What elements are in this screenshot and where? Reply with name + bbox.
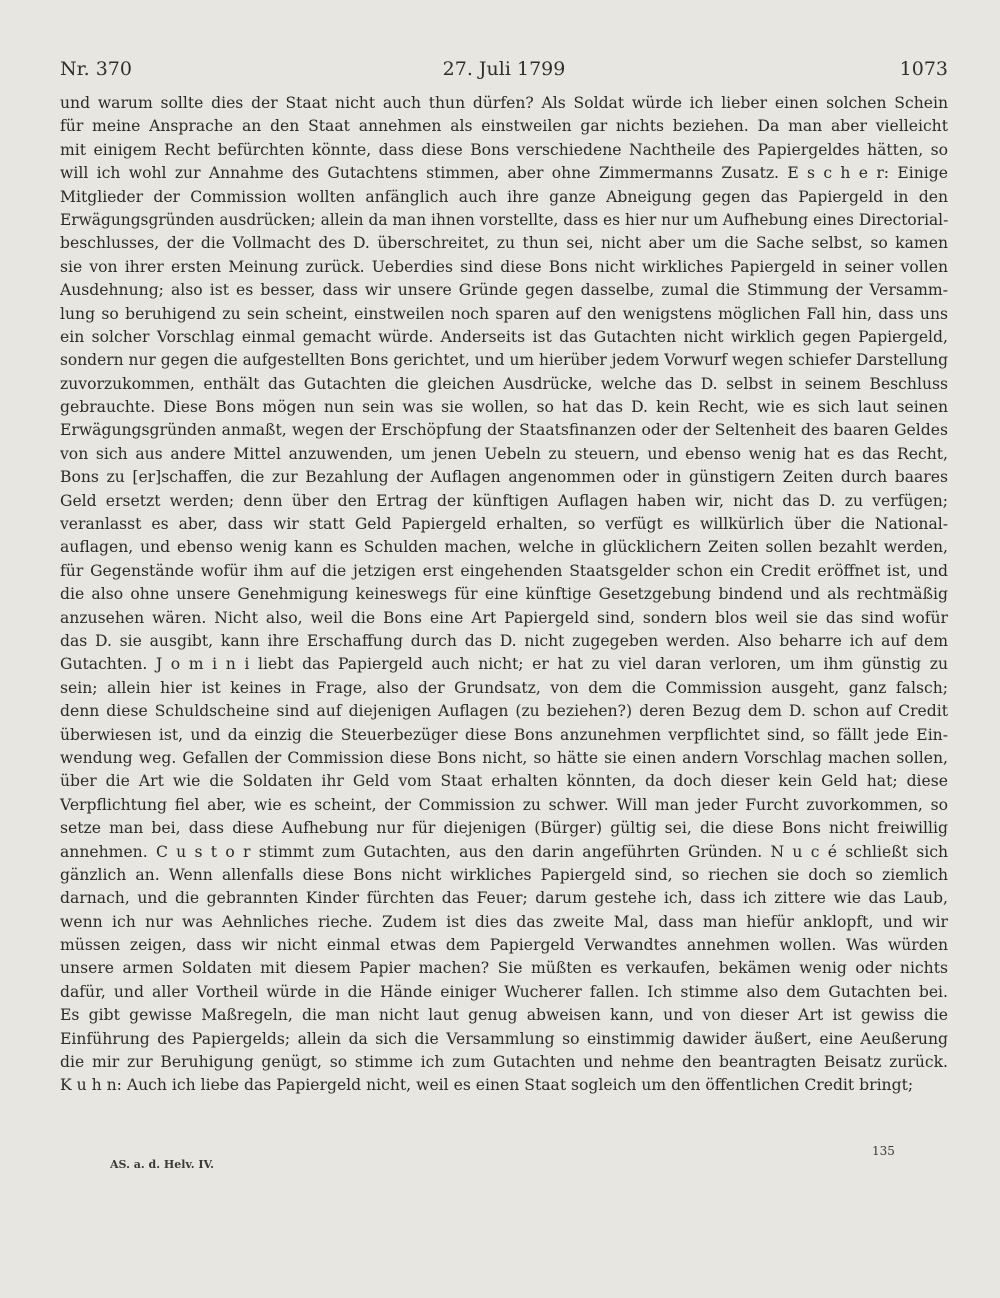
text-line: zuvorzukommen, enthält das Gutachten die gleichen Ausdrücke, welche das D. selbst in seinem Beschluss (60, 374, 948, 393)
text-line: beschlusses, der die Vollmacht des D. überschreitet, zu thun sei, nicht aber um die Sache selbst, so kamen (60, 234, 948, 253)
text-line: Mitglieder der Commission wollten anfänglich auch ihre ganze Abneigung gegen das Papiergeld in den (60, 187, 948, 206)
text-line: sondern nur gegen die aufgestellten Bons gerichtet, und um hierüber jedem Vorwurf wegen schiefer Darstellung (60, 351, 948, 370)
text-line: die mir zur Beruhigung genügt, so stimme ich zum Gutachten und nehme den beantragten Beisatz zurück. (60, 1053, 948, 1072)
text-line: K u h n: Auch ich liebe das Papiergeld nicht, weil es einen Staat sogleich um den öffentlichen Credit bringt; (60, 1076, 914, 1095)
page-header (60, 58, 948, 84)
text-line: ein solcher Vorschlag einmal gemacht würde. Anderseits ist das Gutachten nicht wirklich gegen Papiergeld, (60, 327, 948, 346)
text-line: Erwägungsgründen anmaßt, wegen der Erschöpfung der Staatsfinanzen oder der Seltenheit des baaren Geldes (60, 421, 948, 440)
text-line: wendung weg. Gefallen der Commission diese Bons nicht, so hätte sie einen andern Vorschlag machen sollen, (60, 748, 948, 767)
text-line: Es gibt gewisse Maßregeln, die man nicht laut genug abweisen kann, und von dieser Art ist gewiss die (60, 1006, 948, 1025)
text-line: gebrauchte. Diese Bons mögen nun sein was sie wollen, so hat das D. kein Recht, wie es sich laut seinen (60, 398, 948, 417)
text-line: Bons zu [er]schaffen, die zur Bezahlung der Auflagen angenommen oder in günstigern Zeiten durch baares (60, 468, 948, 487)
text-line: lung so beruhigend zu sein scheint, einstweilen noch sparen auf den wenigstens möglichen Fall hin, dass uns (60, 304, 948, 323)
text-line: über die Art wie die Soldaten ihr Geld vom Staat erhalten könnten, da doch dieser kein Geld hat; diese (60, 772, 948, 791)
text-line: für meine Ansprache an den Staat annehmen als einstweilen gar nichts beziehen. Da man aber vielleicht (60, 117, 948, 136)
document-number: Nr. 370 (60, 58, 132, 80)
text-line: und warum sollte dies der Staat nicht auch thun dürfen? Als Soldat würde ich lieber einen solchen Schein (60, 94, 948, 112)
text-line: annehmen. C u s t o r stimmt zum Gutachten, aus den darin angeführten Gründen. N u c é schließt sich (60, 842, 948, 861)
page-number: 1073 (899, 58, 948, 80)
text-line: Gutachten. J o m i n i liebt das Papiergeld auch nicht; er hat zu viel daran verloren, um ihm günstig zu (60, 655, 948, 674)
text-line: überwiesen ist, und da einzig die Steuerbezüger diese Bons anzunehmen verpflichtet sind, so fällt jede Ein- (60, 725, 948, 744)
text-line: wenn ich nur was Aehnliches rieche. Zudem ist dies das zweite Mal, dass man hiefür anklopft, und wir (60, 912, 948, 931)
text-line: Erwägungsgründen ausdrücken; allein da man ihnen vorstellte, dass es hier nur um Aufhebung eines Directorial- (60, 210, 949, 229)
footer-source: AS. a. d. Helv. IV. (110, 1158, 214, 1171)
text-line: darnach, und die gebrannten Kinder fürchten das Feuer; darum gestehe ich, dass ich zittere wie das Laub, (60, 889, 948, 908)
text-line: veranlasst es aber, dass wir statt Geld Papiergeld erhalten, so verfügt es willkürlich über die National- (60, 515, 948, 534)
footer-sheet-number: 135 (872, 1144, 895, 1158)
text-line: Verpflichtung fiel aber, wie es scheint, der Commission zu schwer. Will man jeder Furcht zuvorkommen, so (60, 795, 948, 814)
text-line: Ausdehnung; also ist es besser, dass wir unsere Gründe gegen dasselbe, zumal die Stimmung der Versamm- (60, 281, 948, 300)
body-text (60, 92, 948, 1098)
text-line: müssen zeigen, dass wir nicht einmal etwas dem Papiergeld Verwandtes annehmen wollen. Was würden (60, 936, 948, 955)
text-line: unsere armen Soldaten mit diesem Papier machen? Sie müßten es verkaufen, bekämen wenig oder nichts (60, 959, 948, 978)
text-line: setze man bei, dass diese Aufhebung nur für diejenigen (Bürger) gültig sei, die diese Bons nicht freiwillig (60, 819, 948, 838)
page-date: 27. Juli 1799 (442, 58, 566, 80)
text-line: Geld ersetzt werden; denn über den Ertrag der künftigen Auflagen haben wir, nicht das D. zu verfügen; (60, 491, 948, 510)
text-line: die also ohne unsere Genehmigung keineswegs für eine künftige Gesetzgebung bindend und als rechtmäßig (60, 585, 948, 604)
text-line: für Gegenstände wofür ihm auf die jetzigen erst eingehenden Staatsgelder schon ein Credit eröffnet ist, und (60, 561, 948, 580)
text-line: auflagen, und ebenso wenig kann es Schulden machen, welche in glücklichern Zeiten sollen bezahlt werden, (60, 538, 948, 557)
text-line: das D. sie ausgibt, kann ihre Erschaffung durch das D. nicht zugegeben werden. Also beharre ich auf dem (60, 631, 948, 650)
text-line: von sich aus andere Mittel anzuwenden, um jenen Uebeln zu steuern, und ebenso wenig hat es das Recht, (60, 444, 948, 463)
text-line: mit einigem Recht befürchten könnte, dass diese Bons verschiedene Nachtheile des Papiergeldes hätten, so (60, 140, 948, 159)
text-line: dafür, und aller Vortheil würde in die Hände einiger Wucherer fallen. Ich stimme also dem Gutachten bei. (60, 982, 948, 1001)
text-line: anzusehen wären. Nicht also, weil die Bons eine Art Papiergeld sind, sondern blos weil sie das sind wofür (60, 608, 948, 627)
text-line: gänzlich an. Wenn allenfalls diese Bons nicht wirkliches Papiergeld sind, so riechen sie doch so ziemlich (60, 865, 948, 884)
text-line: denn diese Schuldscheine sind auf diejenigen Auflagen (zu beziehen?) deren Bezug dem D. schon auf Credit (60, 702, 948, 721)
text-line: Einführung des Papiergelds; allein da sich die Versammlung so einstimmig dawider äußert, eine Aeußerung (60, 1029, 948, 1048)
text-line: sein; allein hier ist keines in Frage, also der Grundsatz, von dem die Commission ausgeht, ganz falsch; (60, 678, 948, 697)
text-line: will ich wohl zur Annahme des Gutachtens stimmen, aber ohne Zimmermanns Zusatz. E s c h e r: Einige (60, 164, 948, 183)
text-line: sie von ihrer ersten Meinung zurück. Ueberdies sind diese Bons nicht wirkliches Papiergeld in seiner vollen (60, 257, 948, 276)
